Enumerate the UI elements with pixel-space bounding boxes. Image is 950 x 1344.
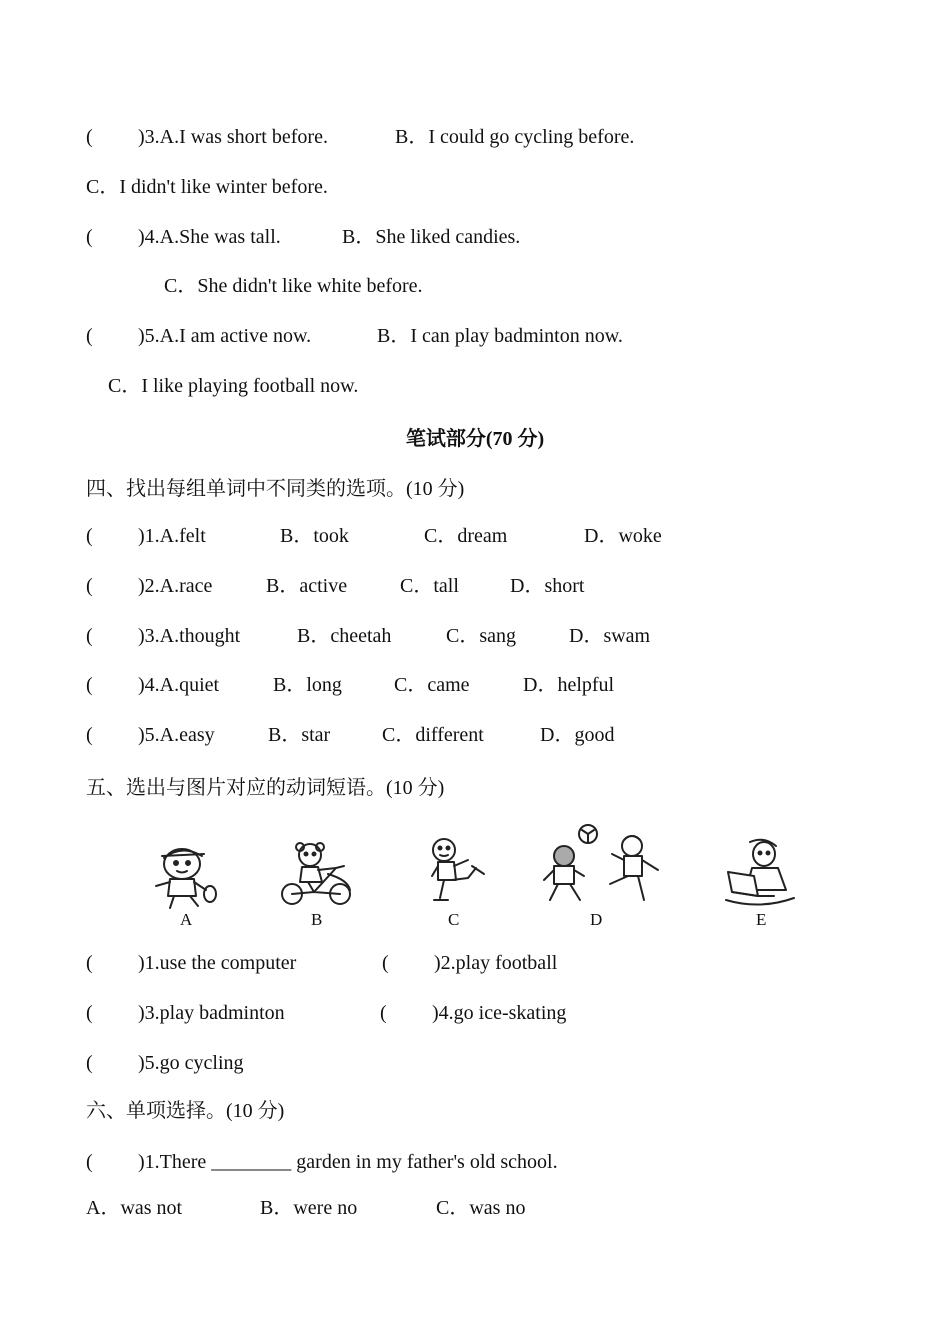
option-a: )4.A.She was tall.: [138, 226, 281, 248]
option-c: C．I didn't like winter before.: [86, 176, 328, 198]
ice-skating-boy-icon: [428, 836, 490, 910]
option-b: B．I could go cycling before.: [395, 126, 635, 148]
section-4-title: 四、找出每组单词中不同类的选项。(10 分): [86, 478, 465, 500]
option-a: )4.A.quiet: [138, 674, 220, 696]
answer-bracket: (: [86, 625, 93, 647]
answer-bracket: (: [86, 1052, 93, 1074]
option-c: C．different: [382, 724, 484, 746]
option-c: C．came: [394, 674, 470, 696]
answer-bracket: (: [86, 575, 93, 597]
option-a: )5.A.easy: [138, 724, 215, 746]
option-b: B．active: [266, 575, 348, 597]
answer-bracket: (: [380, 1002, 387, 1024]
option-c: C．was no: [436, 1197, 526, 1219]
option-c: C．sang: [446, 625, 516, 647]
option-d: D．short: [510, 575, 585, 597]
option-d: D．swam: [569, 625, 651, 647]
picture-label: A: [180, 910, 193, 929]
option-b: B．long: [273, 674, 342, 696]
phrase-item: )5.go cycling: [138, 1052, 244, 1074]
badminton-girl-icon: [150, 842, 220, 912]
question-text: )1.There ________ garden in my father's old school.: [138, 1151, 558, 1173]
option-a: )3.A.thought: [138, 625, 241, 647]
option-d: D．good: [540, 724, 615, 746]
phrase-item: )3.play badminton: [138, 1002, 285, 1024]
computer-boy-icon: [724, 838, 796, 908]
answer-bracket: (: [382, 952, 389, 974]
option-b: B．I can play badminton now.: [377, 325, 623, 347]
option-a: )3.A.I was short before.: [138, 126, 328, 148]
option-b: B．She liked candies.: [342, 226, 521, 248]
answer-bracket: (: [86, 126, 93, 148]
football-boys-icon: [540, 824, 664, 908]
phrase-item: )1.use the computer: [138, 952, 297, 974]
option-d: D．helpful: [523, 674, 615, 696]
answer-bracket: (: [86, 674, 93, 696]
option-a: A．was not: [86, 1197, 183, 1219]
answer-bracket: (: [86, 226, 93, 248]
picture-label: B: [311, 910, 323, 929]
answer-bracket: (: [86, 1002, 93, 1024]
cycling-girl-icon: [278, 840, 356, 908]
option-b: B．star: [268, 724, 331, 746]
section-5-title: 五、选出与图片对应的动词短语。(10 分): [86, 777, 445, 799]
written-part-title: 笔试部分(70 分): [405, 428, 545, 450]
answer-bracket: (: [86, 325, 93, 347]
picture-label: E: [756, 910, 767, 929]
option-b: B．took: [280, 525, 349, 547]
answer-bracket: (: [86, 1151, 93, 1173]
picture-label: C: [448, 910, 460, 929]
option-a: )2.A.race: [138, 575, 213, 597]
answer-bracket: (: [86, 724, 93, 746]
option-c: C．She didn't like white before.: [164, 275, 423, 297]
answer-bracket: (: [86, 525, 93, 547]
option-c: C．tall: [400, 575, 459, 597]
picture-label: D: [590, 910, 603, 929]
phrase-item: )4.go ice-skating: [432, 1002, 567, 1024]
option-d: D．woke: [584, 525, 662, 547]
answer-bracket: (: [86, 952, 93, 974]
option-b: B．cheetah: [297, 625, 392, 647]
option-b: B．were no: [260, 1197, 358, 1219]
option-a: )5.A.I am active now.: [138, 325, 312, 347]
phrase-item: )2.play football: [434, 952, 558, 974]
option-c: C．dream: [424, 525, 508, 547]
option-c: C．I like playing football now.: [108, 375, 359, 397]
section-6-title: 六、单项选择。(10 分): [86, 1100, 285, 1122]
option-a: )1.A.felt: [138, 525, 206, 547]
